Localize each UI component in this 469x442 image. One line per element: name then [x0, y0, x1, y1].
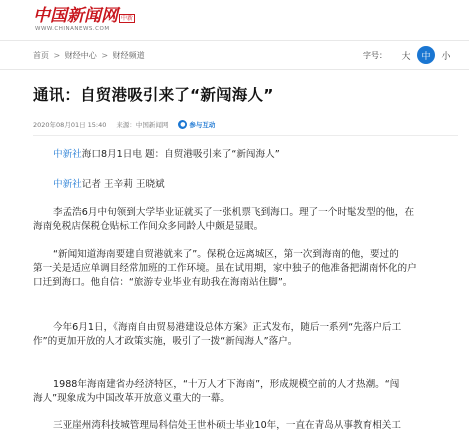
top-header	[0, 0, 469, 36]
font-size-large-button[interactable]: 大	[401, 51, 411, 62]
comment-icon: ●	[180, 121, 186, 128]
paragraph-line: 海南免税店保税仓贴标工作间众多同龄人中颇是显眼。	[33, 221, 264, 233]
dateline-agency-link[interactable]: 中新社	[53, 149, 82, 160]
font-size-selector	[363, 46, 455, 64]
breadcrumb-finance-center[interactable]: 财经中心	[64, 51, 97, 60]
source-name[interactable]: 中国新闻网	[135, 121, 169, 129]
paragraph	[33, 206, 463, 234]
logo-domain: WWW.CHINANEWS.COM	[35, 26, 110, 32]
font-size-small-button[interactable]: 小	[441, 51, 451, 62]
breadcrumb-separator: >	[101, 51, 109, 60]
paragraph-line: 海人”现象成为中国改革开放意义重大的一幕。	[33, 393, 230, 405]
paragraph-line: 李孟浩6月中旬领到大学毕业证就买了一张机票飞到海口。理了一个时髦发型的他，在	[53, 207, 415, 218]
header-divider	[0, 40, 469, 41]
article-title: 通讯：自贸港吸引来了“新闯海人”	[33, 86, 274, 104]
breadcrumb	[33, 50, 145, 61]
share-interact-button[interactable]	[178, 120, 215, 129]
paragraph-line: 今年6月1日，《海南自由贸易港建设总体方案》正式发布，随后一系列“先落户后工	[53, 322, 402, 333]
byline-agency-link[interactable]: 中新社	[53, 179, 82, 190]
dateline-text: 海口8月1日电 题：自贸港吸引来了“新闯海人”	[81, 149, 280, 160]
font-size-medium-button[interactable]: 中	[417, 46, 435, 64]
share-label: 参与互动	[189, 121, 216, 129]
meta-divider	[33, 135, 458, 136]
byline-text: 记者 王辛莉 王晓斌	[81, 179, 165, 190]
paragraph-line: 1988年海南建省办经济特区，“十万人才下海南”，形成规模空前的人才热潮。“闯	[53, 379, 400, 390]
paragraph-line: 作”的更加开放的人才政策实施，吸引了一拨“新闯海人”落户。	[33, 336, 298, 348]
article-date: 2020年08月01日 15:40	[33, 121, 107, 129]
breadcrumb-divider	[0, 69, 469, 70]
paragraph	[33, 419, 463, 433]
logo-text: 中国新闻网	[33, 6, 118, 26]
breadcrumb-bar	[0, 43, 469, 69]
dateline	[53, 148, 280, 162]
paragraph	[33, 378, 463, 406]
paragraph-line: 三亚崖州湾科技城管理局科信处王世朴硕士毕业10年，一直在青岛从事教育相关工	[53, 420, 401, 431]
byline	[53, 178, 165, 192]
paragraph-line: 第一关是适应单调目经常加班的工作环境。虽在试用期，家中独子的他准备把湖南怀化的户	[33, 263, 417, 275]
breadcrumb-separator: >	[53, 51, 61, 60]
logo-tag: 中新	[121, 15, 134, 22]
paragraph-line: “新闻知道海南要建自贸港就来了”。保税仓远离城区，第一次到海南的他，要过的	[53, 249, 399, 260]
paragraph-line: 口迁到海口。他自信：“旅游专业毕业有助我在海南站住脚”。	[33, 277, 293, 289]
source-label: 来源：	[116, 121, 136, 129]
article-source	[116, 120, 168, 129]
breadcrumb-home[interactable]: 首页	[33, 51, 49, 60]
site-logo[interactable]	[33, 6, 135, 32]
paragraph	[33, 321, 463, 349]
paragraph	[33, 248, 463, 291]
breadcrumb-finance-channel[interactable]: 财经频道	[112, 51, 145, 60]
article-meta	[33, 120, 215, 129]
font-size-label: 字号：	[363, 50, 387, 60]
